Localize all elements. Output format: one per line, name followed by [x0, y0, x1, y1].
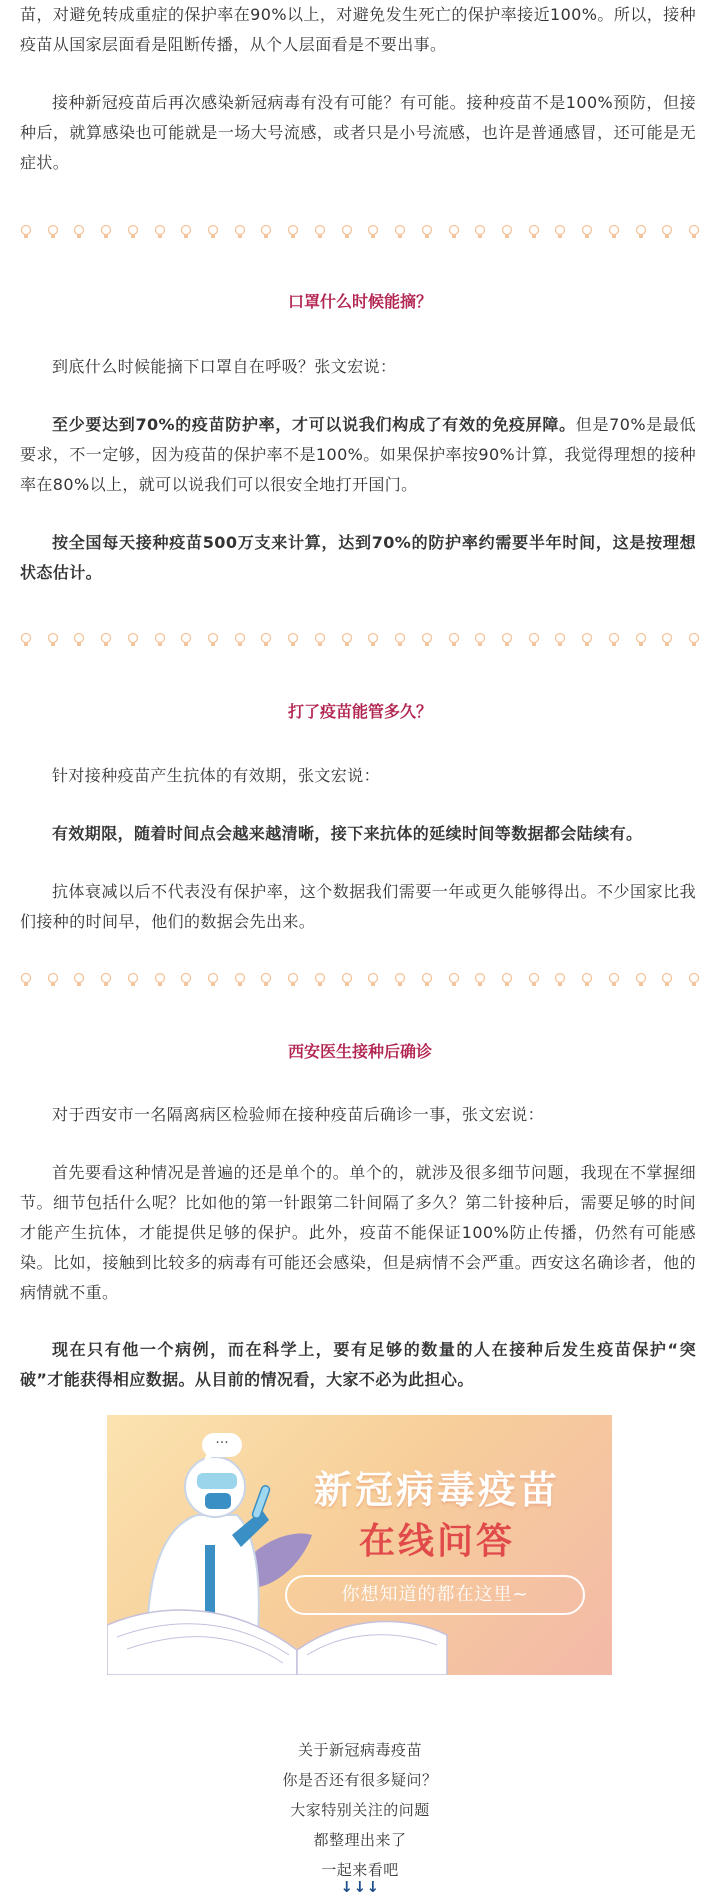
lightbulb-icon	[207, 632, 219, 648]
paragraph-immunity-barrier	[20, 410, 696, 500]
lightbulb-icon	[448, 972, 460, 988]
lightbulb-icon	[154, 224, 166, 240]
lightbulb-icon	[100, 224, 112, 240]
lightbulb-icon	[20, 632, 32, 648]
lightbulb-icon	[100, 632, 112, 648]
lightbulb-icon	[501, 632, 513, 648]
lightbulb-icon	[528, 224, 540, 240]
lightbulb-icon	[100, 972, 112, 988]
lightbulb-icon	[314, 224, 326, 240]
lightbulb-icon	[474, 632, 486, 648]
lightbulb-icon	[287, 632, 299, 648]
lightbulb-icon	[661, 972, 673, 988]
section-title-mask: 口罩什么时候能摘？	[287, 292, 432, 311]
lightbulb-icon	[474, 972, 486, 988]
lightbulb-icon	[394, 972, 406, 988]
bold-immunity-threshold: 至少要达到70%的疫苗防护率，才可以说我们构成了有效的免疫屏障。	[52, 415, 576, 434]
lightbulb-icon	[608, 972, 620, 988]
lightbulb-icon	[47, 224, 59, 240]
lightbulb-icon	[207, 972, 219, 988]
lightbulb-icon	[421, 972, 433, 988]
lightbulb-icon	[127, 632, 139, 648]
lightbulb-icon	[260, 224, 272, 240]
down-arrows-icon: ↓↓↓	[340, 1878, 380, 1896]
lightbulb-icon	[421, 632, 433, 648]
lightbulb-icon	[341, 972, 353, 988]
paragraph-breakthrough-data: 现在只有他一个病例，而在科学上，要有足够的数量的人在接种后发生疫苗保护“突破”才能获得相应数据。从目前的情况看，大家不必为此担心。	[20, 1340, 696, 1389]
lightbulb-icon	[421, 224, 433, 240]
lightbulb-icon	[688, 972, 700, 988]
closing-line: 都整理出来了	[313, 1831, 407, 1849]
lightbulb-icon	[581, 224, 593, 240]
lightbulb-icon	[367, 224, 379, 240]
lightbulb-icon	[635, 224, 647, 240]
closing-line: 一起来看吧	[321, 1861, 399, 1879]
lightbulb-icon	[73, 632, 85, 648]
paragraph-case-analysis: 首先要看这种情况是普遍的还是单个的。单个的，就涉及很多细节问题，我现在不掌握细节。细节包括什么呢？比如他的第一针跟第二针间隔了多久？第二针接种后，需要足够的时间才能产生抗体，才能提供足够的保护。此外，疫苗不能保证100%防止传播，仍然有可能感染。比如，接触到比较多的病毒有可能还会感染，但是病情不会严重。西安这名确诊者，他的病情就不重。	[20, 1163, 696, 1302]
lightbulb-icon	[234, 224, 246, 240]
paragraph-protection-rate: 苗，对避免转成重症的保护率在90%以上，对避免发生死亡的保护率接近100%。所以，接种疫苗从国家层面看是阻断传播，从个人层面看是不要出事。	[20, 5, 696, 54]
lightbulb-icon	[581, 972, 593, 988]
paragraph-mask-intro: 到底什么时候能摘下口罩自在呼吸？张文宏说：	[52, 357, 397, 376]
lightbulb-icon	[367, 972, 379, 988]
lightbulb-icon	[554, 632, 566, 648]
lightbulb-icon	[207, 224, 219, 240]
lightbulb-icon	[554, 972, 566, 988]
lightbulb-icon	[394, 632, 406, 648]
lightbulb-icon	[501, 972, 513, 988]
paragraph-half-year-estimate: 按全国每天接种疫苗500万支来计算，达到70%的防护率约需要半年时间，这是按理想状态估计。	[20, 533, 696, 582]
lightbulb-icon	[234, 972, 246, 988]
lightbulb-icon	[341, 632, 353, 648]
lightbulb-icon	[394, 224, 406, 240]
paragraph-antibody-decay: 抗体衰减以后不代表没有保护率，这个数据我们需要一年或更久能够得出。不少国家比我们接种的时间早，他们的数据会先出来。	[20, 882, 696, 931]
lightbulb-icon	[127, 224, 139, 240]
lightbulb-icon	[73, 972, 85, 988]
banner-tagline: 你想知道的都在这里~	[285, 1575, 585, 1615]
lightbulb-divider	[20, 970, 700, 990]
lightbulb-icon	[287, 224, 299, 240]
lightbulb-icon	[688, 224, 700, 240]
lightbulb-icon	[154, 972, 166, 988]
paragraph-antibody-validity: 有效期限，随着时间点会越来越清晰，接下来抗体的延续时间等数据都会陆续有。	[52, 824, 643, 843]
lightbulb-icon	[608, 632, 620, 648]
section-title-duration: 打了疫苗能管多久？	[287, 702, 432, 721]
lightbulb-icon	[581, 632, 593, 648]
lightbulb-icon	[260, 972, 272, 988]
paragraph-xian-intro: 对于西安市一名隔离病区检验师在接种疫苗后确诊一事，张文宏说：	[52, 1105, 545, 1124]
lightbulb-divider	[20, 222, 700, 242]
lightbulb-icon	[661, 224, 673, 240]
lightbulb-divider	[20, 630, 700, 650]
lightbulb-icon	[47, 632, 59, 648]
lightbulb-icon	[341, 224, 353, 240]
lightbulb-icon	[661, 632, 673, 648]
paragraph-reinfection: 接种新冠疫苗后再次感染新冠病毒有没有可能？有可能。接种疫苗不是100%预防，但接种后，就算感染也可能就是一场大号流感，或者只是小号流感，也许是普通感冒，还可能是无症状。	[20, 93, 696, 172]
lightbulb-icon	[73, 224, 85, 240]
lightbulb-icon	[180, 972, 192, 988]
lightbulb-icon	[314, 632, 326, 648]
lightbulb-icon	[180, 632, 192, 648]
section-title-xian-case: 西安医生接种后确诊	[287, 1042, 432, 1061]
lightbulb-icon	[688, 632, 700, 648]
paragraph-duration-intro: 针对接种疫苗产生抗体的有效期，张文宏说：	[52, 766, 381, 785]
closing-line: 你是否还有很多疑问？	[282, 1771, 438, 1789]
lightbulb-icon	[127, 972, 139, 988]
lightbulb-icon	[260, 632, 272, 648]
text-vaccination-target: 但是70%是最低要求，不一定够，因为疫苗的保护率不是100%。如果保护率按90%计算，我觉得理想的接种率在80%以上，就可以说我们可以很安全地打开国门。	[20, 415, 696, 494]
lightbulb-icon	[20, 224, 32, 240]
lightbulb-icon	[448, 632, 460, 648]
lightbulb-icon	[47, 972, 59, 988]
lightbulb-icon	[20, 972, 32, 988]
banner-title: 新冠病毒疫苗	[313, 1468, 560, 1512]
lightbulb-icon	[528, 632, 540, 648]
lightbulb-icon	[448, 224, 460, 240]
speech-bubble-dots: ···	[215, 1435, 229, 1451]
lightbulb-icon	[635, 972, 647, 988]
lightbulb-icon	[501, 224, 513, 240]
vaccine-qa-banner[interactable]	[107, 1415, 612, 1675]
lightbulb-icon	[180, 224, 192, 240]
closing-line: 关于新冠病毒疫苗	[297, 1741, 422, 1759]
lightbulb-icon	[154, 632, 166, 648]
lightbulb-icon	[554, 224, 566, 240]
lightbulb-icon	[367, 632, 379, 648]
lightbulb-icon	[608, 224, 620, 240]
lightbulb-icon	[287, 972, 299, 988]
closing-line: 大家特别关注的问题	[290, 1801, 430, 1819]
lightbulb-icon	[635, 632, 647, 648]
lightbulb-icon	[314, 972, 326, 988]
banner-subtitle: 在线问答	[358, 1521, 515, 1562]
lightbulb-icon	[528, 972, 540, 988]
lightbulb-icon	[234, 632, 246, 648]
open-book-illustration-icon	[107, 1610, 447, 1675]
lightbulb-icon	[474, 224, 486, 240]
